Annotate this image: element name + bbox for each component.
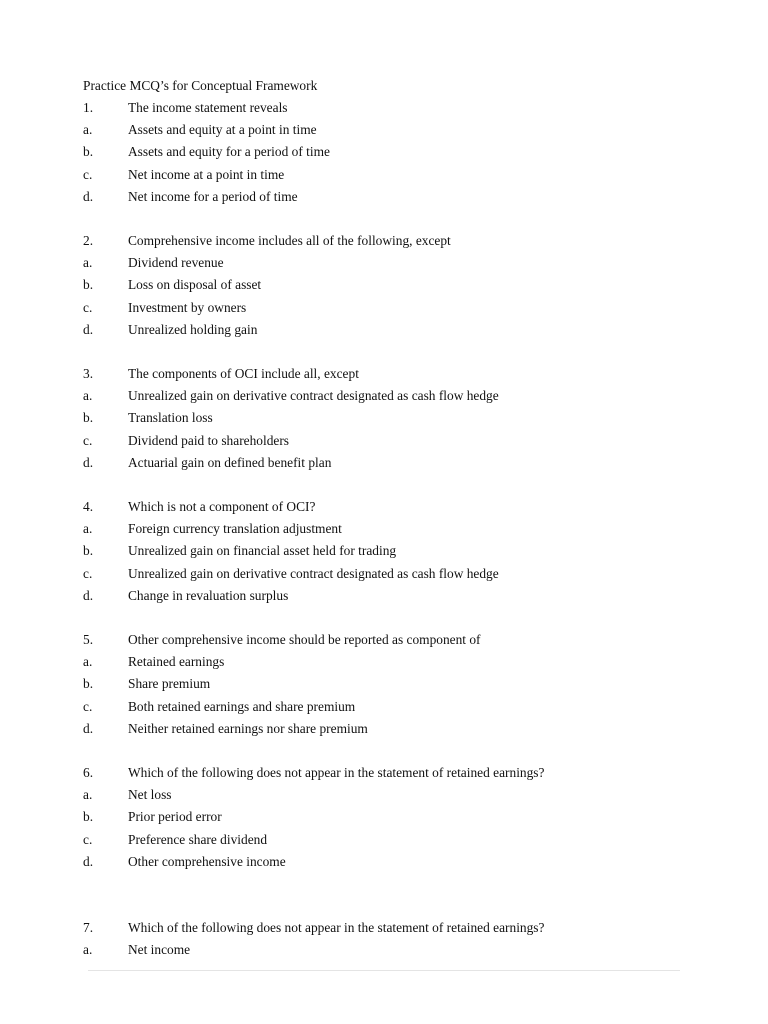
option-text: Prior period error	[128, 809, 222, 825]
option-text: Change in revaluation surplus	[128, 587, 289, 603]
answer-option	[0, 321, 768, 339]
option-label: d.	[83, 587, 94, 603]
option-text: Assets and equity for a period of time	[128, 144, 330, 160]
option-text: Retained earnings	[128, 654, 225, 670]
option-label: b.	[83, 144, 94, 160]
question-number: 4.	[83, 499, 94, 514]
question-6	[0, 764, 768, 782]
option-label: b.	[83, 543, 94, 559]
option-text: Investment by owners	[128, 299, 247, 315]
answer-option	[0, 587, 768, 605]
option-label: b.	[83, 809, 94, 825]
question-number: 2.	[83, 233, 94, 248]
question-text: Which of the following does not appear in the statement of retained earnings?	[128, 765, 545, 780]
option-label: d.	[83, 188, 94, 204]
option-label: c.	[83, 166, 93, 182]
question-3	[0, 365, 768, 383]
option-text: Actuarial gain on defined benefit plan	[128, 454, 332, 470]
option-text: Preference share dividend	[128, 831, 268, 847]
answer-option	[0, 276, 768, 294]
option-label: a.	[83, 255, 93, 271]
answer-option	[0, 166, 768, 184]
option-label: c.	[83, 698, 93, 714]
answer-option	[0, 254, 768, 272]
option-label: a.	[83, 122, 93, 138]
answer-option	[0, 143, 768, 161]
option-text: Other comprehensive income	[128, 853, 286, 869]
option-label: b.	[83, 410, 94, 426]
document-title: Practice MCQ’s for Conceptual Framework	[83, 78, 318, 93]
page-divider	[88, 970, 680, 971]
question-number: 1.	[83, 100, 94, 115]
question-7	[0, 919, 768, 937]
answer-option	[0, 941, 768, 959]
option-text: Net income at a point in time	[128, 166, 285, 182]
option-text: Translation loss	[128, 410, 213, 426]
option-text: Dividend revenue	[128, 255, 224, 271]
option-label: d.	[83, 853, 94, 869]
option-text: Unrealized holding gain	[128, 321, 258, 337]
option-text: Unrealized gain on derivative contract designated as cash flow hedge	[128, 565, 499, 581]
question-text: Which is not a component of OCI?	[128, 499, 316, 514]
answer-option	[0, 808, 768, 826]
answer-option	[0, 786, 768, 804]
option-label: b.	[83, 676, 94, 692]
option-text: Net income for a period of time	[128, 188, 298, 204]
answer-option	[0, 831, 768, 849]
option-label: d.	[83, 454, 94, 470]
answer-option	[0, 409, 768, 427]
question-text: Which of the following does not appear in the statement of retained earnings?	[128, 920, 545, 935]
answer-option	[0, 387, 768, 405]
question-text: The components of OCI include all, except	[128, 366, 359, 381]
option-text: Unrealized gain on financial asset held for trading	[128, 543, 397, 559]
option-label: c.	[83, 299, 93, 315]
option-label: d.	[83, 720, 94, 736]
answer-option	[0, 432, 768, 450]
option-label: a.	[83, 787, 93, 803]
option-label: d.	[83, 321, 94, 337]
option-text: Dividend paid to shareholders	[128, 432, 290, 448]
question-text: Comprehensive income includes all of the following, except	[128, 233, 451, 248]
question-1	[0, 99, 768, 117]
answer-option	[0, 565, 768, 583]
question-number: 7.	[83, 920, 94, 935]
question-number: 5.	[83, 632, 94, 647]
option-label: a.	[83, 942, 93, 958]
option-label: c.	[83, 432, 93, 448]
option-text: Both retained earnings and share premium	[128, 698, 356, 714]
question-text: Other comprehensive income should be reported as component of	[128, 632, 481, 647]
answer-option	[0, 720, 768, 738]
question-number: 6.	[83, 765, 94, 780]
option-label: a.	[83, 521, 93, 537]
option-label: c.	[83, 831, 93, 847]
question-number: 3.	[83, 366, 94, 381]
option-label: a.	[83, 654, 93, 670]
question-2	[0, 232, 768, 250]
option-text: Net loss	[128, 787, 172, 803]
answer-option	[0, 454, 768, 472]
option-text: Neither retained earnings nor share premium	[128, 720, 368, 736]
answer-option	[0, 520, 768, 538]
answer-option	[0, 653, 768, 671]
answer-option	[0, 299, 768, 317]
question-text: The income statement reveals	[128, 100, 288, 115]
question-5	[0, 631, 768, 649]
answer-option	[0, 853, 768, 871]
option-label: b.	[83, 277, 94, 293]
option-label: a.	[83, 388, 93, 404]
answer-option	[0, 188, 768, 206]
answer-option	[0, 698, 768, 716]
answer-option	[0, 675, 768, 693]
question-4	[0, 498, 768, 516]
answer-option	[0, 121, 768, 139]
option-text: Foreign currency translation adjustment	[128, 521, 342, 537]
option-text: Loss on disposal of asset	[128, 277, 262, 293]
option-text: Share premium	[128, 676, 211, 692]
option-text: Net income	[128, 942, 191, 958]
option-label: c.	[83, 565, 93, 581]
option-text: Assets and equity at a point in time	[128, 122, 317, 138]
answer-option	[0, 542, 768, 560]
option-text: Unrealized gain on derivative contract designated as cash flow hedge	[128, 388, 499, 404]
